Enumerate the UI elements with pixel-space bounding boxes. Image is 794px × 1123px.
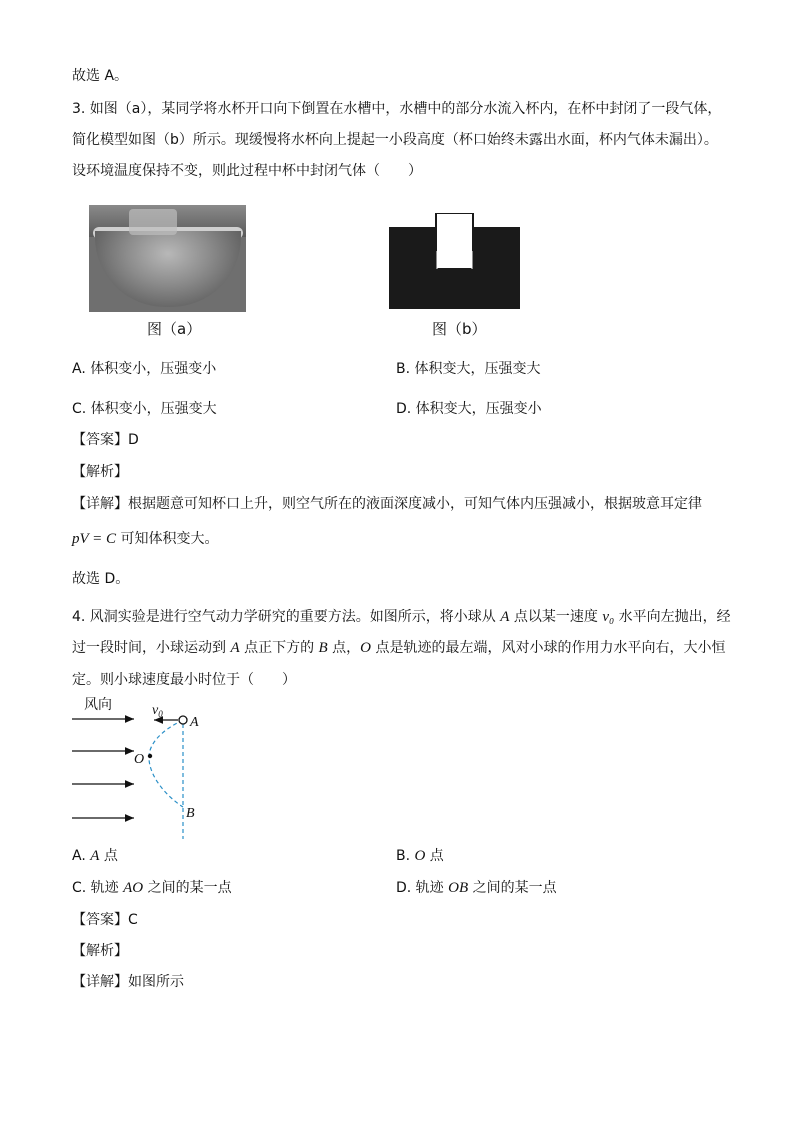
point-a-marker: [179, 716, 187, 724]
wind-tunnel-diagram: [70, 693, 220, 841]
q4-answer: 【答案】C: [72, 912, 138, 928]
q4-text: 水平向左抛出，经: [614, 609, 731, 625]
q4-detail: 【详解】如图所示: [72, 974, 184, 990]
velocity-label: $v_0$: [152, 703, 163, 719]
figure-b-tank-diagram: [389, 213, 520, 309]
q3-conclusion: 故选 D。: [72, 571, 130, 587]
q4-stem-line3: 定。则小球速度最小时位于（ ）: [72, 672, 296, 688]
prev-conclusion: 故选 A。: [72, 68, 129, 84]
q3-option-a[interactable]: A. 体积变小，压强变小: [72, 361, 217, 377]
q4-text: 点以某一速度: [509, 609, 603, 625]
q3-option-b[interactable]: B. 体积变大，压强变大: [396, 361, 541, 377]
figure-b-caption: 图（b）: [432, 320, 487, 338]
q4-text: 点正下方的: [239, 640, 319, 656]
q3-analysis-heading: 【解析】: [72, 464, 128, 480]
q3-detail-line1: 【详解】根据题意可知杯口上升，则空气所在的液面深度减小，可知气体内压强减小，根据玻意耳定律: [72, 496, 702, 512]
q4-option-b[interactable]: B. O 点: [396, 848, 444, 864]
figure-a-caption: 图（a）: [147, 320, 202, 338]
q3-stem-line2: 简化模型如图（b）所示。现缓慢将水杯向上提起一小段高度（杯口始终未露出水面，杯内气体未漏出）。: [72, 132, 718, 148]
q4-text: 点是轨迹的最左端，风对小球的作用力水平向右，大小恒: [371, 640, 726, 656]
wind-direction-label: 风向: [84, 697, 112, 713]
q3-answer: 【答案】D: [72, 432, 139, 448]
q3-detail-line2-rest: 可知体积变大。: [116, 531, 219, 547]
q4-stem-line1: [72, 607, 731, 627]
q3-stem-line1: 3. 如图（a），某同学将水杯开口向下倒置在水槽中，水槽中的部分水流入杯内，在杯中封闭了一段气体，: [72, 101, 722, 117]
q4-text: 4. 风洞实验是进行空气动力学研究的重要方法。如图所示，将小球从: [72, 609, 501, 625]
q3-option-d[interactable]: D. 体积变大，压强变小: [396, 401, 542, 417]
q4-option-a[interactable]: A. A 点: [72, 848, 118, 864]
point-a-ref: A: [230, 640, 240, 656]
point-a-ref: A: [500, 609, 510, 625]
q4-option-d[interactable]: D. 轨迹 OB 之间的某一点: [396, 880, 557, 896]
q4-text: 点，: [327, 640, 361, 656]
q3-stem-line3: 设环境温度保持不变，则此过程中杯中封闭气体（ ）: [72, 163, 422, 179]
q4-stem-line2: [72, 638, 725, 658]
trajectory-curve: [149, 720, 183, 807]
point-b-ref: B: [318, 640, 328, 656]
point-o-label: O: [134, 752, 145, 767]
q4-option-c[interactable]: C. 轨迹 AO 之间的某一点: [72, 880, 232, 896]
q3-option-c[interactable]: C. 体积变小，压强变大: [72, 401, 217, 417]
figure-a-photo: [89, 205, 246, 312]
q4-analysis-heading: 【解析】: [72, 943, 128, 959]
point-o-marker: [148, 754, 152, 758]
point-o-ref: O: [360, 640, 371, 656]
point-b-label: B: [186, 806, 195, 821]
q3-detail-line2: [72, 529, 218, 549]
point-a-label: A: [190, 715, 199, 730]
q4-text: 过一段时间，小球运动到: [72, 640, 231, 656]
velocity-ref: v₀: [602, 609, 615, 625]
boyle-law-formula: pV = C: [72, 531, 117, 547]
